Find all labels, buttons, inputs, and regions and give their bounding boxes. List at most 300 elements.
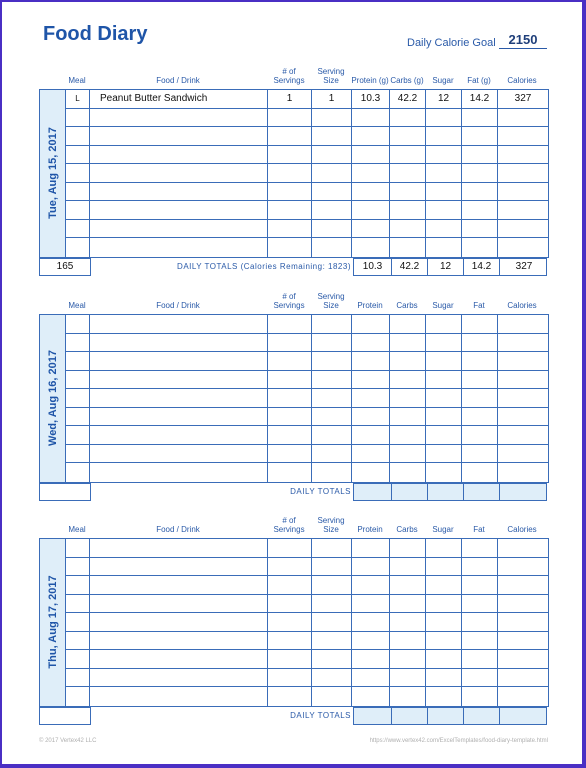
entry-size-cell[interactable] [312,146,352,164]
entry-calories-cell[interactable] [498,164,548,182]
entry-food-cell[interactable] [90,109,268,127]
entry-servings-cell[interactable] [268,389,312,407]
entry-food-cell[interactable] [90,650,268,668]
entry-size-cell[interactable] [312,201,352,219]
entry-sugar-cell[interactable] [426,201,462,219]
entry-rows [66,90,548,257]
day-date: Tue, Aug 15, 2017 [46,127,59,220]
entry-food-cell[interactable] [90,539,268,557]
entry-servings-cell[interactable] [268,687,312,706]
entry-meal-cell[interactable] [66,334,90,352]
entry-carbs-cell[interactable] [390,220,426,238]
date-cell [40,539,66,706]
entry-meal-cell[interactable] [66,371,90,389]
entry-sugar-cell[interactable] [426,220,462,238]
entry-fat-cell[interactable] [462,371,498,389]
entry-size-cell[interactable] [312,613,352,631]
entry-food-cell[interactable] [90,445,268,463]
food-diary-page [2,2,582,764]
entry-food-cell[interactable] [90,426,268,444]
entry-meal-cell[interactable] [66,632,90,650]
column-header-food: Food / Drink [156,525,200,534]
entry-protein-cell[interactable] [352,669,390,687]
entry-carbs-cell[interactable] [390,408,426,426]
table-row [66,632,548,651]
entry-protein-cell[interactable] [352,595,390,613]
entry-fat-cell[interactable] [462,183,498,201]
entry-size-cell[interactable] [312,650,352,668]
entry-meal-cell[interactable] [66,558,90,576]
entry-calories-cell[interactable] [498,334,548,352]
entry-fat-cell[interactable] [462,632,498,650]
entry-calories-cell[interactable] [498,650,548,668]
total-protein [354,708,392,724]
entry-size-cell[interactable] [312,389,352,407]
entry-protein-cell[interactable] [352,371,390,389]
entry-servings-cell[interactable] [268,669,312,687]
entry-calories-cell[interactable] [498,632,548,650]
totals-left-value: 165 [39,258,91,276]
entry-size-cell[interactable] [312,334,352,352]
entry-calories-cell[interactable] [498,109,548,127]
table-row [66,576,548,595]
entry-carbs-cell[interactable] [390,127,426,145]
entry-size-cell[interactable] [312,109,352,127]
entry-food-cell[interactable] [90,183,268,201]
entry-protein-cell[interactable] [352,352,390,370]
column-header-servings: # of Servings [273,67,305,85]
entry-carbs-cell[interactable] [390,687,426,706]
entry-fat-cell[interactable] [462,220,498,238]
entry-fat-cell[interactable] [462,650,498,668]
entry-sugar-cell[interactable] [426,426,462,444]
entry-carbs-cell[interactable] [390,238,426,257]
entry-rows [66,315,548,482]
entry-size-cell[interactable] [312,576,352,594]
column-header-fat: Fat [473,301,485,310]
entry-sugar-cell[interactable] [426,389,462,407]
entry-carbs-cell[interactable] [390,109,426,127]
entry-servings-cell[interactable] [268,127,312,145]
total-fat: 14.2 [464,259,500,275]
day-block [39,513,549,720]
totals-values [353,258,547,276]
column-header-meal: Meal [68,76,86,85]
entry-protein-cell[interactable] [352,109,390,127]
entry-protein-cell[interactable]: 10.3 [352,90,390,108]
entry-fat-cell[interactable] [462,426,498,444]
entry-size-cell[interactable] [312,164,352,182]
entry-meal-cell[interactable] [66,389,90,407]
entry-servings-cell[interactable] [268,334,312,352]
entry-meal-cell[interactable] [66,426,90,444]
entry-size-cell[interactable] [312,371,352,389]
entry-sugar-cell[interactable] [426,127,462,145]
column-header-row [39,289,549,313]
entry-fat-cell[interactable] [462,352,498,370]
entry-protein-cell[interactable] [352,539,390,557]
entry-meal-cell[interactable] [66,408,90,426]
entry-meal-cell[interactable] [66,613,90,631]
entry-size-cell[interactable] [312,238,352,257]
entry-sugar-cell[interactable] [426,463,462,482]
entry-protein-cell[interactable] [352,127,390,145]
entry-calories-cell[interactable] [498,127,548,145]
entry-carbs-cell[interactable] [390,669,426,687]
entry-carbs-cell[interactable] [390,558,426,576]
entry-sugar-cell[interactable] [426,109,462,127]
entry-carbs-cell[interactable] [390,632,426,650]
entry-calories-cell[interactable] [498,558,548,576]
entry-fat-cell[interactable] [462,445,498,463]
entry-servings-cell[interactable] [268,164,312,182]
entry-size-cell[interactable] [312,352,352,370]
entry-calories-cell[interactable] [498,371,548,389]
column-header-carbs: Carbs [396,301,418,310]
calorie-goal-value[interactable]: 2150 [499,32,547,49]
entry-carbs-cell[interactable] [390,352,426,370]
entry-calories-cell[interactable] [498,576,548,594]
entry-servings-cell[interactable] [268,445,312,463]
table-row [66,426,548,445]
entry-size-cell[interactable] [312,463,352,482]
entry-servings-cell[interactable] [268,539,312,557]
entry-fat-cell[interactable] [462,334,498,352]
entry-food-cell[interactable] [90,669,268,687]
entry-food-cell[interactable] [90,334,268,352]
entry-servings-cell[interactable] [268,463,312,482]
entry-protein-cell[interactable] [352,650,390,668]
entry-servings-cell[interactable] [268,595,312,613]
entry-protein-cell[interactable] [352,389,390,407]
entry-meal-cell[interactable] [66,183,90,201]
entry-size-cell[interactable] [312,408,352,426]
entry-fat-cell[interactable] [462,669,498,687]
day-block [39,64,549,272]
entry-sugar-cell[interactable] [426,183,462,201]
entry-food-cell[interactable] [90,371,268,389]
column-header-carbs: Carbs (g) [390,76,424,85]
entry-size-cell[interactable] [312,426,352,444]
table-row [66,183,548,202]
entry-fat-cell[interactable] [462,389,498,407]
entry-size-cell[interactable] [312,632,352,650]
entry-carbs-cell[interactable] [390,595,426,613]
entry-fat-cell[interactable] [462,595,498,613]
entry-protein-cell[interactable] [352,238,390,257]
table-row [66,539,548,558]
entry-meal-cell[interactable] [66,539,90,557]
entry-carbs-cell[interactable] [390,146,426,164]
total-calories [500,484,548,500]
entry-food-cell[interactable] [90,389,268,407]
entry-sugar-cell[interactable] [426,595,462,613]
entry-fat-cell[interactable] [462,201,498,219]
entry-size-cell[interactable] [312,445,352,463]
entry-calories-cell[interactable] [498,669,548,687]
entry-calories-cell[interactable] [498,183,548,201]
entry-meal-cell[interactable] [66,463,90,482]
table-row [66,201,548,220]
column-header-serving-size: Serving Size [317,292,345,310]
entry-meal-cell[interactable] [66,687,90,706]
entry-size-cell[interactable] [312,539,352,557]
entry-calories-cell[interactable] [498,238,548,257]
entry-protein-cell[interactable] [352,632,390,650]
entry-carbs-cell[interactable] [390,426,426,444]
entry-carbs-cell[interactable] [390,539,426,557]
entry-calories-cell[interactable] [498,389,548,407]
entry-meal-cell[interactable] [66,127,90,145]
entry-servings-cell[interactable] [268,146,312,164]
entry-protein-cell[interactable] [352,334,390,352]
totals-left-value [39,483,91,501]
entry-food-cell[interactable] [90,687,268,706]
entry-meal-cell[interactable] [66,164,90,182]
entry-carbs-cell[interactable] [390,613,426,631]
column-header-row [39,64,549,88]
entry-size-cell[interactable] [312,220,352,238]
daily-totals-label: DAILY TOTALS [290,486,351,496]
entry-size-cell[interactable] [312,669,352,687]
entry-sugar-cell[interactable]: 12 [426,90,462,108]
entry-food-cell[interactable] [90,408,268,426]
table-row [66,408,548,427]
entry-fat-cell[interactable] [462,164,498,182]
entry-sugar-cell[interactable] [426,558,462,576]
total-sugar: 12 [428,259,464,275]
entry-protein-cell[interactable] [352,426,390,444]
entry-fat-cell[interactable] [462,127,498,145]
table-row [66,109,548,128]
entry-food-cell[interactable] [90,315,268,333]
entry-calories-cell[interactable] [498,146,548,164]
entry-fat-cell[interactable] [462,539,498,557]
entries-grid [39,314,549,483]
entry-food-cell[interactable] [90,164,268,182]
entry-protein-cell[interactable] [352,576,390,594]
entry-carbs-cell[interactable]: 42.2 [390,90,426,108]
entry-fat-cell[interactable] [462,576,498,594]
column-header-food: Food / Drink [156,76,200,85]
entry-food-cell[interactable] [90,595,268,613]
entry-servings-cell[interactable] [268,408,312,426]
entry-meal-cell[interactable] [66,669,90,687]
entry-food-cell[interactable] [90,201,268,219]
entry-meal-cell[interactable] [66,238,90,257]
entry-servings-cell[interactable] [268,352,312,370]
daily-totals-row [39,483,549,501]
entries-grid [39,89,549,258]
entry-protein-cell[interactable] [352,463,390,482]
entry-sugar-cell[interactable] [426,371,462,389]
calorie-goal-label: Daily Calorie Goal [407,37,496,49]
entry-carbs-cell[interactable] [390,201,426,219]
total-carbs: 42.2 [392,259,428,275]
entry-size-cell[interactable]: 1 [312,90,352,108]
entry-calories-cell[interactable] [498,595,548,613]
entry-servings-cell[interactable] [268,426,312,444]
entry-sugar-cell[interactable] [426,539,462,557]
entry-size-cell[interactable] [312,315,352,333]
entry-size-cell[interactable] [312,595,352,613]
entry-meal-cell[interactable] [66,109,90,127]
entry-food-cell[interactable] [90,632,268,650]
entry-fat-cell[interactable] [462,238,498,257]
entry-servings-cell[interactable] [268,220,312,238]
daily-totals-row [39,707,549,725]
entry-fat-cell[interactable] [462,315,498,333]
entry-calories-cell[interactable]: 327 [514,93,532,104]
table-row [66,90,548,109]
entry-meal-cell[interactable] [66,146,90,164]
entry-calories-cell[interactable] [498,463,548,482]
date-cell [40,90,66,257]
entry-sugar-cell[interactable] [426,687,462,706]
table-row [66,558,548,577]
table-row [66,613,548,632]
entry-food-cell[interactable] [90,576,268,594]
entry-food-cell[interactable] [90,127,268,145]
entry-sugar-cell[interactable] [426,632,462,650]
entry-protein-cell[interactable] [352,146,390,164]
entry-meal-cell[interactable] [66,650,90,668]
entry-sugar-cell[interactable] [426,352,462,370]
entry-sugar-cell[interactable] [426,164,462,182]
entry-protein-cell[interactable] [352,408,390,426]
entry-calories-cell[interactable] [498,426,548,444]
entry-carbs-cell[interactable] [390,371,426,389]
entry-carbs-cell[interactable] [390,463,426,482]
entry-meal-cell[interactable] [66,201,90,219]
entry-servings-cell[interactable] [268,632,312,650]
entry-carbs-cell[interactable] [390,183,426,201]
entry-servings-cell[interactable] [268,201,312,219]
day-date: Wed, Aug 16, 2017 [46,350,59,447]
entry-sugar-cell[interactable] [426,238,462,257]
entry-meal-cell[interactable] [66,576,90,594]
entry-protein-cell[interactable] [352,315,390,333]
entry-calories-cell[interactable] [498,445,548,463]
entry-fat-cell[interactable]: 14.2 [462,90,498,108]
entry-carbs-cell[interactable] [390,389,426,407]
entry-carbs-cell[interactable] [390,334,426,352]
total-sugar [428,484,464,500]
entry-calories-cell[interactable] [498,352,548,370]
column-header-fat: Fat (g) [467,76,491,85]
entry-sugar-cell[interactable] [426,669,462,687]
daily-totals-label: DAILY TOTALS (Calories Remaining: 1823) [177,261,351,271]
entry-calories-cell[interactable] [498,201,548,219]
entry-food-cell[interactable] [90,613,268,631]
entry-food-cell[interactable] [90,146,268,164]
entry-calories-cell[interactable] [498,539,548,557]
entry-protein-cell[interactable] [352,201,390,219]
entry-carbs-cell[interactable] [390,315,426,333]
entry-size-cell[interactable] [312,687,352,706]
date-cell [40,315,66,482]
entry-sugar-cell[interactable] [426,613,462,631]
entry-fat-cell[interactable] [462,463,498,482]
entry-meal-cell[interactable] [66,352,90,370]
entry-calories-cell[interactable] [498,687,548,706]
column-header-food: Food / Drink [156,301,200,310]
entry-servings-cell[interactable] [268,109,312,127]
entry-carbs-cell[interactable] [390,650,426,668]
entry-fat-cell[interactable] [462,613,498,631]
entry-sugar-cell[interactable] [426,445,462,463]
entry-size-cell[interactable] [312,127,352,145]
entries-grid [39,538,549,707]
entry-protein-cell[interactable] [352,558,390,576]
entry-protein-cell[interactable] [352,183,390,201]
totals-values [353,483,547,501]
column-header-meal: Meal [68,301,86,310]
entry-calories-cell[interactable] [498,315,548,333]
entry-servings-cell[interactable] [268,613,312,631]
entry-carbs-cell[interactable] [390,445,426,463]
entry-fat-cell[interactable] [462,146,498,164]
entry-food-cell[interactable] [90,220,268,238]
entry-calories-cell[interactable] [498,613,548,631]
entry-food-cell[interactable] [90,352,268,370]
entry-servings-cell[interactable] [268,238,312,257]
entry-food-cell[interactable] [90,558,268,576]
entry-meal-cell[interactable]: L [66,90,90,108]
entry-servings-cell[interactable] [268,558,312,576]
entry-protein-cell[interactable] [352,613,390,631]
entry-size-cell[interactable] [312,558,352,576]
entry-fat-cell[interactable] [462,687,498,706]
column-header-sugar: Sugar [432,525,454,534]
entry-meal-cell[interactable] [66,595,90,613]
entry-calories-cell[interactable] [498,408,548,426]
entry-protein-cell[interactable] [352,687,390,706]
entry-calories-cell[interactable] [498,220,548,238]
entry-sugar-cell[interactable] [426,146,462,164]
entry-sugar-cell[interactable] [426,650,462,668]
entry-food-cell[interactable]: Peanut Butter Sandwich [90,90,268,108]
entry-meal-cell[interactable] [66,220,90,238]
entry-servings-cell[interactable]: 1 [268,90,312,108]
entry-food-cell[interactable] [90,463,268,482]
entry-sugar-cell[interactable] [426,334,462,352]
entry-protein-cell[interactable] [352,164,390,182]
entry-sugar-cell[interactable] [426,576,462,594]
entry-food-cell[interactable] [90,238,268,257]
entry-protein-cell[interactable] [352,220,390,238]
column-header-servings: # of Servings [273,292,305,310]
entry-sugar-cell[interactable] [426,315,462,333]
entry-servings-cell[interactable] [268,315,312,333]
entry-fat-cell[interactable] [462,109,498,127]
entry-sugar-cell[interactable] [426,408,462,426]
entry-fat-cell[interactable] [462,558,498,576]
entry-servings-cell[interactable] [268,650,312,668]
entry-servings-cell[interactable] [268,371,312,389]
entry-rows [66,539,548,706]
entry-size-cell[interactable] [312,183,352,201]
entry-fat-cell[interactable] [462,408,498,426]
entry-meal-cell[interactable] [66,445,90,463]
entry-carbs-cell[interactable] [390,576,426,594]
entry-protein-cell[interactable] [352,445,390,463]
entry-meal-cell[interactable] [66,315,90,333]
entry-servings-cell[interactable] [268,183,312,201]
column-header-calories: Calories [507,525,537,534]
entry-servings-cell[interactable] [268,576,312,594]
entry-carbs-cell[interactable] [390,164,426,182]
